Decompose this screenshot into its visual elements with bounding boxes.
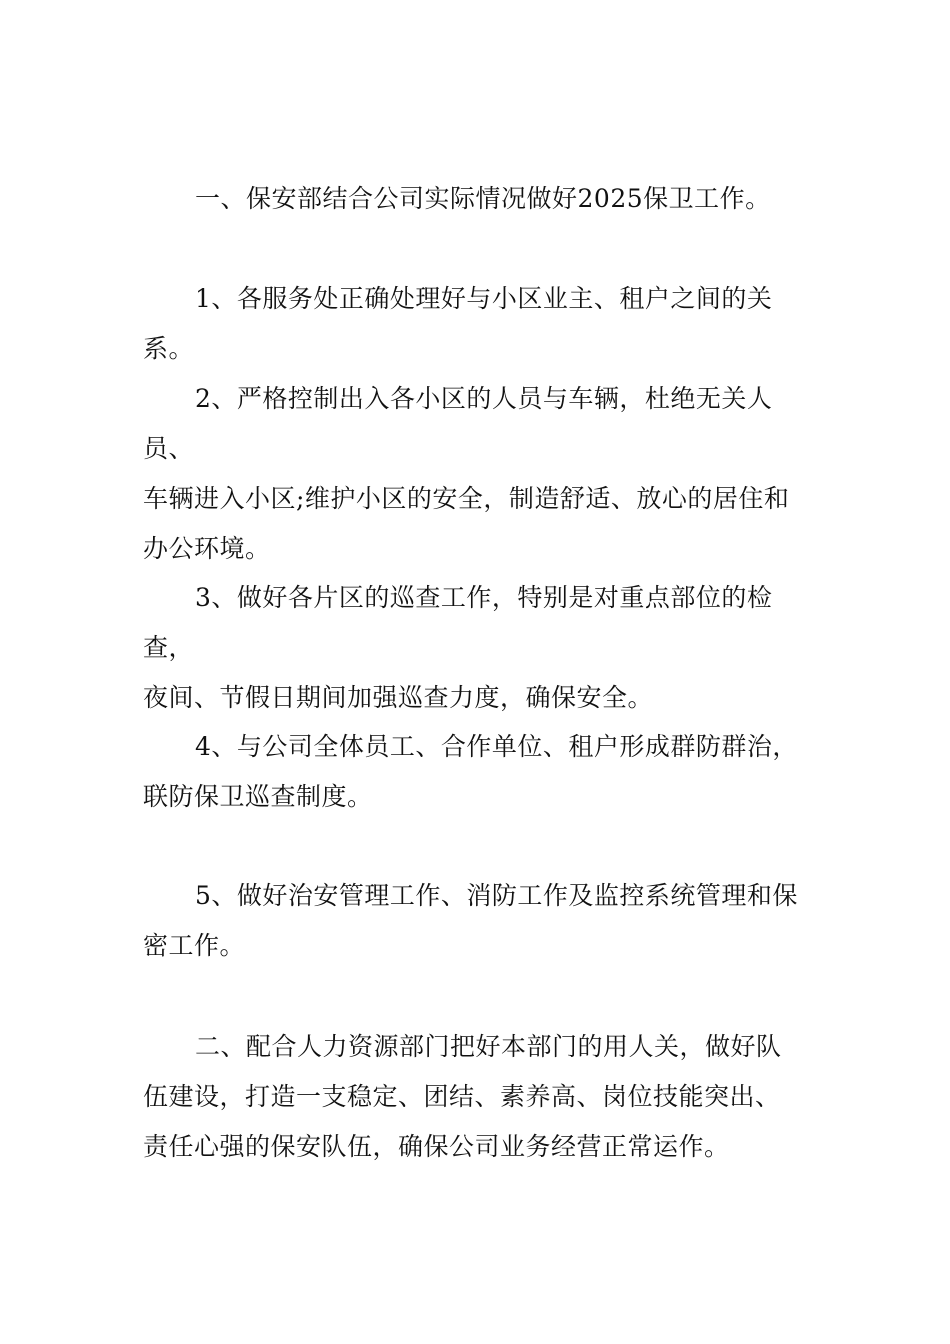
paragraph-6	[143, 871, 823, 971]
paragraph-6-line-1: 5、做好治安管理工作、消防工作及监控系统管理和保	[195, 881, 798, 910]
paragraph-5-line-1: 4、与公司全体员工、合作单位、租户形成群防群治，	[195, 732, 798, 761]
paragraph-7-line-2: 伍建设，打造一支稳定、团结、素养高、岗位技能突出、	[143, 1082, 781, 1111]
paragraph-3-line-1: 2、严格控制出入各小区的人员与车辆，杜绝无关人员、	[143, 384, 773, 463]
paragraph-2-line-1: 1、各服务处正确处理好与小区业主、租户之间的关系。	[143, 284, 773, 363]
paragraph-3-line-2: 车辆进入小区;维护小区的安全，制造舒适、放心的居住和	[143, 484, 790, 513]
paragraph-4-line-2: 夜间、节假日期间加强巡查力度，确保安全。	[143, 683, 654, 712]
paragraph-1	[143, 174, 823, 224]
paragraph-5-line-2: 联防保卫巡查制度。	[143, 782, 373, 811]
paragraph-1-line-1: 一、保安部结合公司实际情况做好2025保卫工作。	[195, 184, 771, 213]
paragraph-7-line-3: 责任心强的保安队伍，确保公司业务经营正常运作。	[143, 1132, 730, 1161]
paragraph-2	[143, 274, 823, 374]
paragraph-5	[143, 722, 823, 822]
paragraph-3	[143, 374, 823, 574]
paragraph-4-line-1: 3、做好各片区的巡查工作，特别是对重点部位的检查，	[143, 583, 773, 662]
paragraph-6-line-2: 密工作。	[143, 931, 246, 960]
paragraph-3-line-3: 办公环境。	[143, 534, 271, 563]
paragraph-7-line-1: 二、配合人力资源部门把好本部门的用人关，做好队	[195, 1032, 782, 1061]
paragraph-7	[143, 1022, 823, 1172]
paragraph-4	[143, 573, 823, 723]
